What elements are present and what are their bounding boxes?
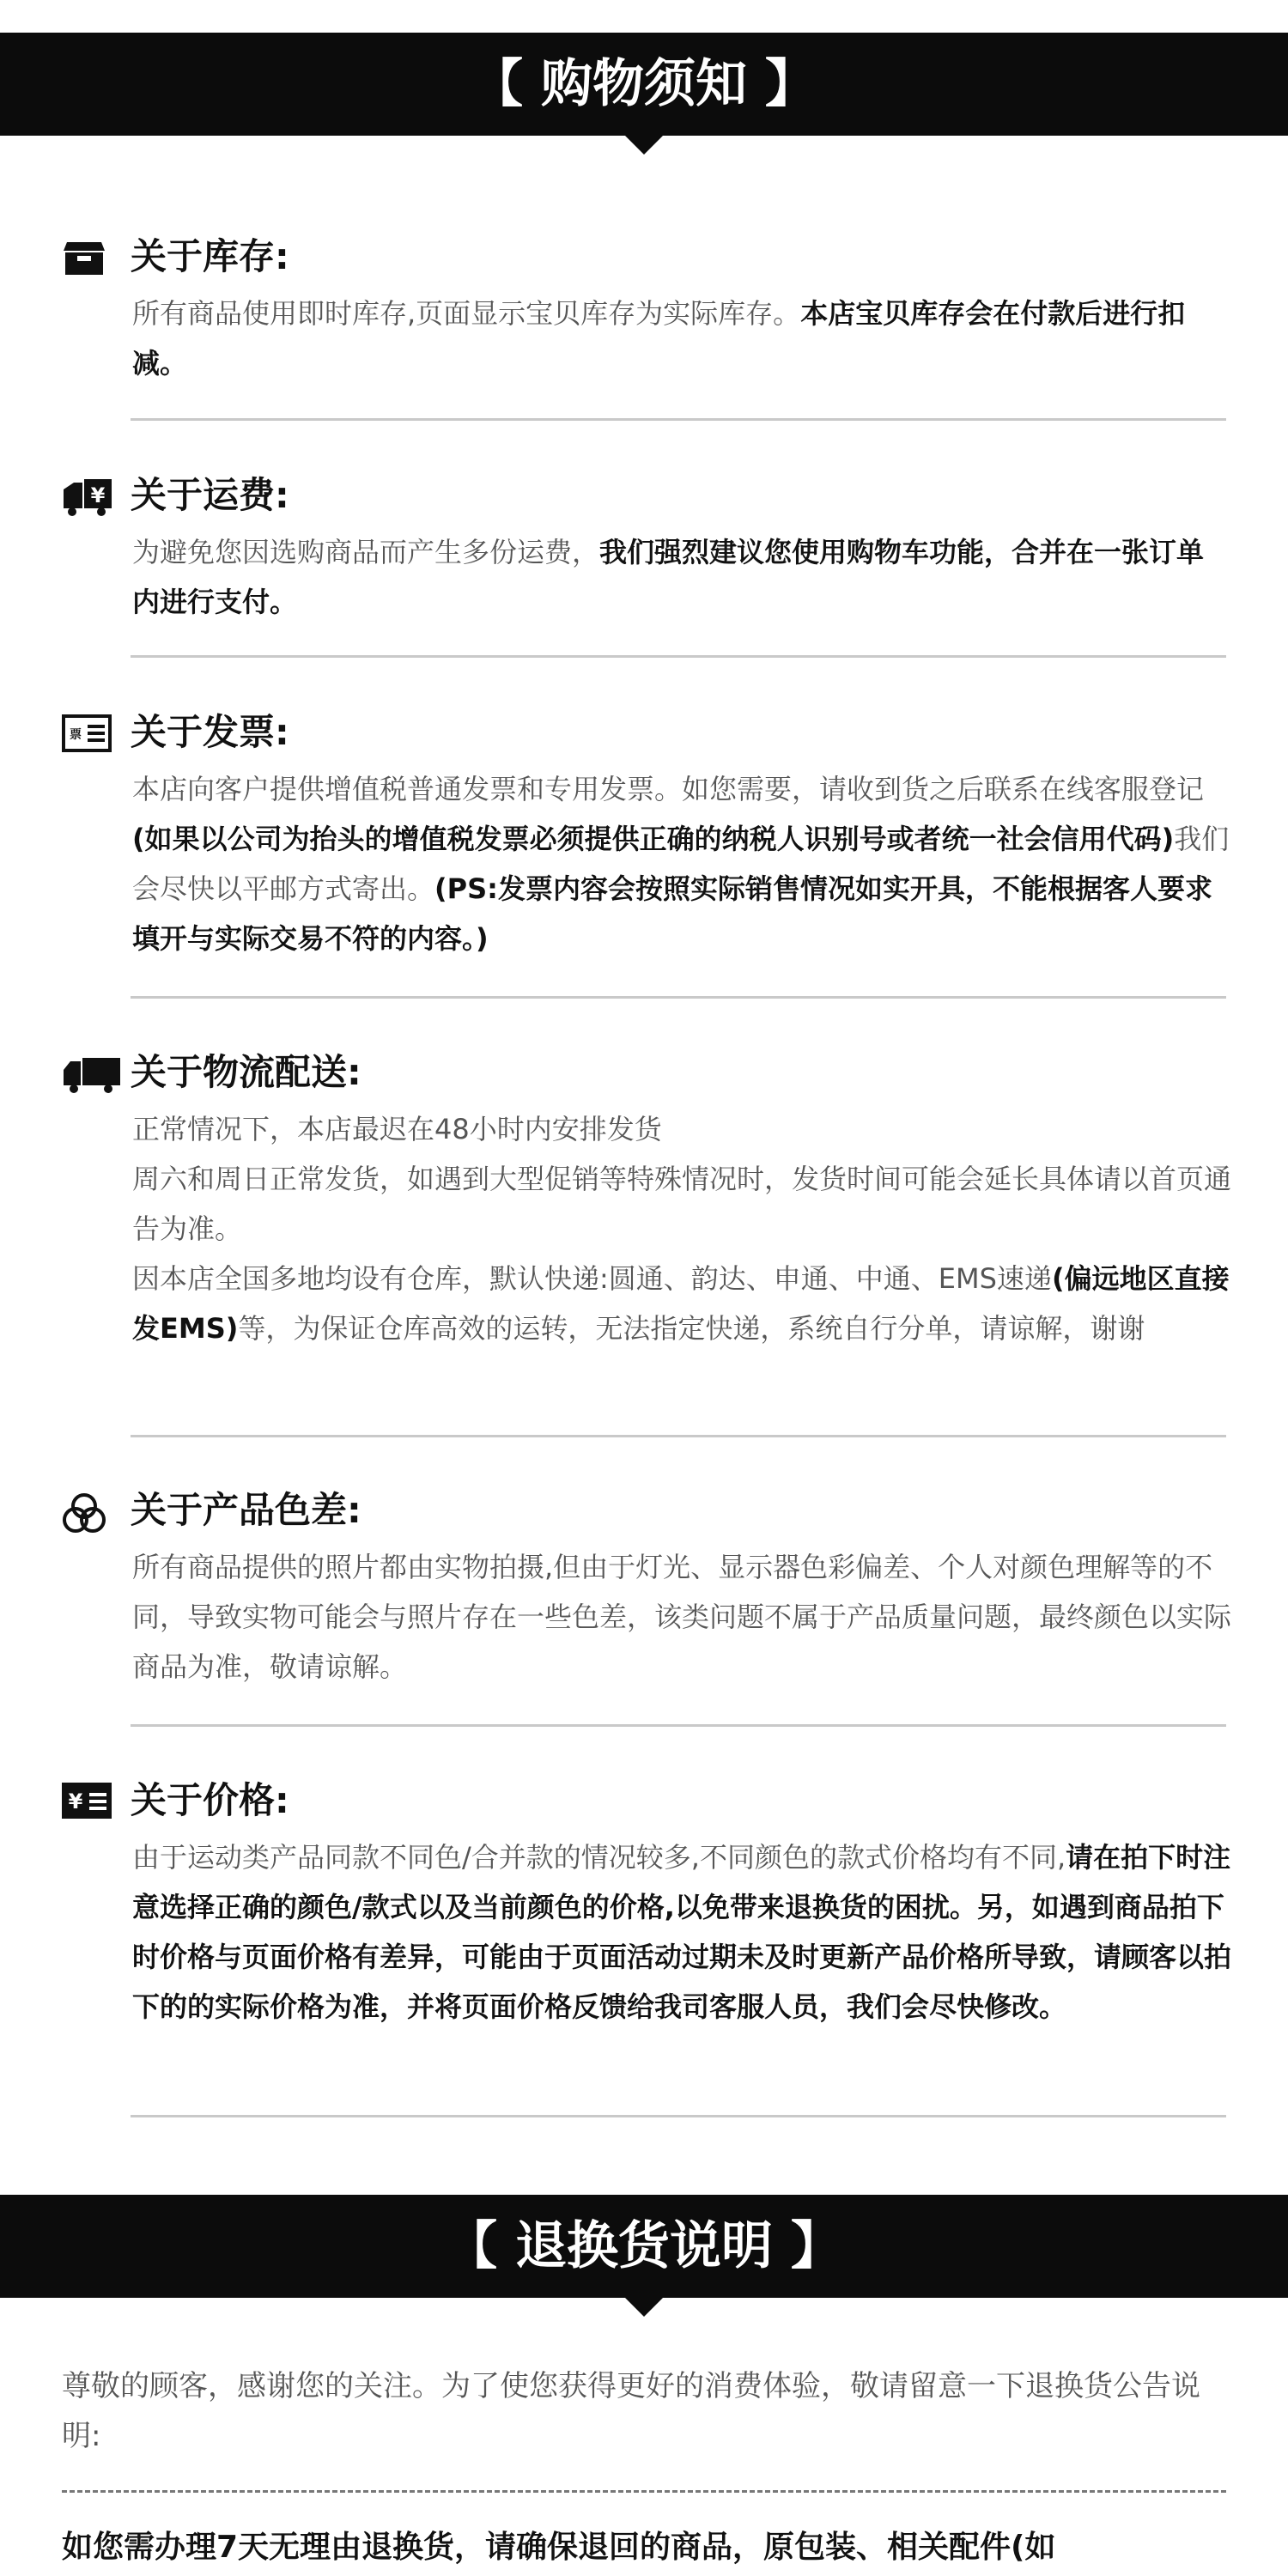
divider [131, 418, 1226, 421]
section-body: 所有商品提供的照片都由实物拍摄,但由于灯光、显示器色彩偏差、个人对颜色理解等的不同，导致实物可能会与照片存在一些色差，该类问题不属于产品质量问题，最终颜色以实际商品为准，敬请谅解。 [132, 1551, 1232, 1683]
section-color-difference [62, 1484, 1230, 1692]
divider [131, 1724, 1226, 1727]
section-title: 关于价格: [131, 1779, 289, 1821]
section-body: 为避免您因选购商品而产生多份运费，我们强烈建议您使用购物车功能，合并在一张订单内进行支付。 [132, 536, 1205, 618]
section-inventory [62, 230, 1230, 388]
section-body: 所有商品使用即时库存,页面显示宝贝库存为实际库存。本店宝贝库存会在付款后进行扣减。 [132, 297, 1186, 380]
dashed-divider [62, 2490, 1226, 2493]
invoice-icon [62, 714, 106, 752]
svg-text:¥: ¥ [68, 1789, 83, 1814]
price-tag-icon [62, 1783, 106, 1820]
section-shipping-fee [62, 469, 1230, 627]
return-policy-banner [0, 2195, 1288, 2298]
divider [131, 1435, 1226, 1437]
divider [131, 2115, 1226, 2117]
section-title: 关于产品色差: [131, 1489, 361, 1531]
return-intro-text: 尊敬的顾客，感谢您的关注。为了使您获得更好的消费体验，敬请留意一下退换货公告说明: [62, 2369, 1200, 2453]
section-title: 关于物流配送: [131, 1051, 361, 1093]
box-icon [62, 239, 106, 276]
return-policy-title: 【 退换货说明 】 [446, 2216, 842, 2276]
divider [131, 655, 1226, 658]
section-body: 正常情况下，本店最迟在48小时内安排发货 周六和周日正常发货，如遇到大型促销等特殊情况时，发货时间可能会延长具体请以首页通告为准。 因本店全国多地均设有仓库，默认快递:圆通、韵达、申通、中通、EMS速递(偏远地区直接发EMS)等，为保证仓库高效的运转，无法指定快递，系统自行分单，请谅解，谢谢 [132, 1113, 1232, 1345]
delivery-yen-truck-icon [62, 477, 106, 515]
section-price [62, 1774, 1230, 2032]
return-condition-text: 如您需办理7天无理由退换货，请确保退回的商品，原包装、相关配件(如 [62, 2530, 1056, 2565]
section-title: 关于库存: [131, 235, 289, 277]
section-title: 关于发票: [131, 711, 289, 753]
banner-notch [625, 2298, 663, 2317]
section-logistics [62, 1046, 1230, 1353]
section-invoice [62, 706, 1230, 963]
section-body: 由于运动类产品同款不同色/合并款的情况较多,不同颜色的款式价格均有不同,请在拍下时注意选择正确的颜色/款式以及当前颜色的价格,以免带来退换货的困扰。另，如遇到商品拍下时价格与页面价格有差异，可能由于页面活动过期未及时更新产品价格所导致，请顾客以拍下的的实际价格为准，并将页面价格反馈给我司客服人员，我们会尽快修改。 [132, 1841, 1232, 2023]
section-body: 本店向客户提供增值税普通发票和专用发票。如您需要，请收到货之后联系在线客服登记(如果以公司为抬头的增值税发票必须提供正确的纳税人识别号或者统一社会信用代码)我们会尽快以平邮方式寄出。(PS:发票内容会按照实际销售情况如实开具，不能根据客人要求填开与实际交易不符的内容。) [132, 773, 1230, 955]
shopping-notice-banner [0, 33, 1288, 136]
svg-text:¥: ¥ [90, 483, 106, 507]
truck-icon [62, 1054, 106, 1092]
divider [131, 996, 1226, 999]
color-circles-icon [62, 1492, 106, 1530]
svg-text:票: 票 [70, 728, 82, 742]
section-title: 关于运费: [131, 474, 289, 516]
shopping-notice-title: 【 购物须知 】 [471, 54, 817, 114]
banner-notch [625, 136, 663, 155]
